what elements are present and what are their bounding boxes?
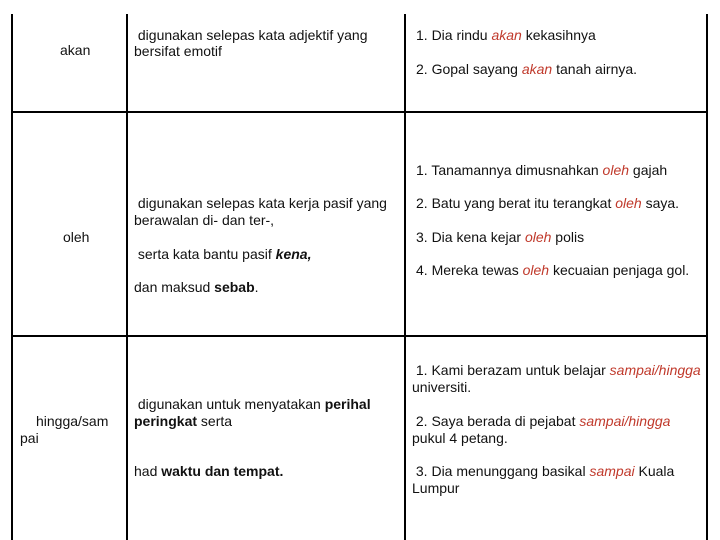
table-border-right [706,14,708,540]
example-line: 2. Batu yang berat itu terangkat oleh saya. [416,195,680,211]
usage-line: had waktu dan tempat. [134,463,284,479]
usage-line: berawalan di- dan ter-, [134,212,275,228]
table-divider-2 [404,14,406,540]
usage-line: digunakan untuk menyatakan perihal [137,396,371,412]
row-divider-2 [11,335,708,337]
row-divider-1 [11,111,708,113]
term-hingga-line1: hingga/sam [36,413,109,429]
example-line: 3. Dia kena kejar oleh polis [416,229,585,245]
example-line: 1. Kami berazam untuk belajar sampai/hingga [415,362,701,378]
example-line: pukul 4 petang. [412,430,508,446]
usage-line: digunakan selepas kata adjektif yang [137,27,368,43]
table-border-left [11,14,13,540]
example-line: Lumpur [412,480,460,496]
usage-line: serta kata bantu pasif kena, [137,246,312,262]
term-akan: akan [60,42,91,58]
example-line: 1. Tanamannya dimusnahkan oleh gajah [416,162,668,178]
term-hingga-line2: pai [20,430,39,446]
example-line: 2. Saya berada di pejabat sampai/hingga [415,413,671,429]
term-oleh: oleh [63,229,90,245]
example-line: 1. Dia rindu akan kekasihnya [416,27,596,43]
usage-line: peringkat serta [134,413,233,429]
usage-line: dan maksud sebab. [134,279,259,295]
example-line: universiti. [412,379,472,395]
example-line: 3. Dia menunggang basikal sampai Kuala [415,463,675,479]
example-line: 4. Mereka tewas oleh kecuaian penjaga gol. [416,262,690,278]
usage-line: digunakan selepas kata kerja pasif yang [137,195,387,211]
usage-line: bersifat emotif [134,43,222,59]
example-line: 2. Gopal sayang akan tanah airnya. [416,61,638,77]
table-divider-1 [126,14,128,540]
